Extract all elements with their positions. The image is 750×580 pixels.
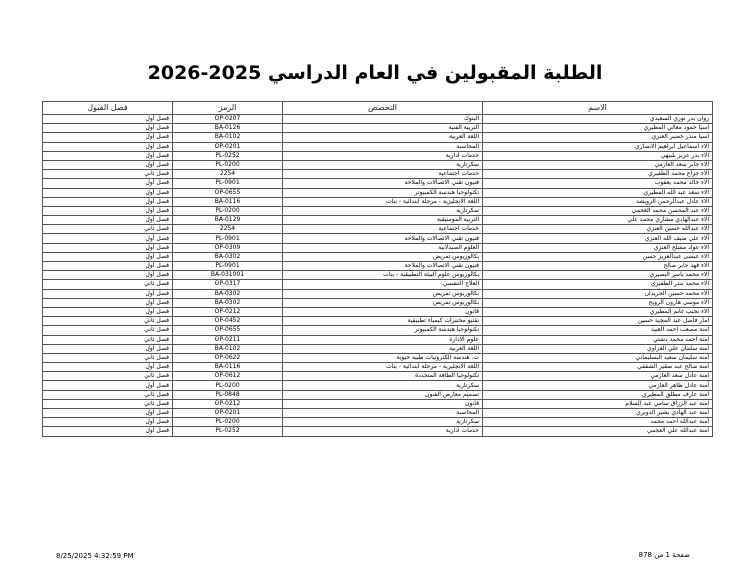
admission-semester: فصل أول [43,252,173,261]
student-specialty: سكرتارية [283,381,483,390]
table-header-row [43,102,713,115]
table-row [43,344,713,353]
student-code: BA-0302 [173,252,283,261]
student-name: آلاء خالد محمد يعقوب [483,179,713,188]
student-specialty: خدمات ادارية [283,151,483,160]
student-code: 2254 [173,170,283,179]
student-name: آلاء جابر سعد العازمي [483,160,713,169]
table-row [43,262,713,271]
student-code: BA-0302 [173,289,283,298]
student-name: آلاء علي ضيف الله العنزي [483,234,713,243]
student-code: PL-0200 [173,206,283,215]
student-specialty: بكالوريوس علوم البيئة التطبيقية - بنات [283,271,483,280]
student-code: PL-0200 [173,160,283,169]
table-row [43,179,713,188]
admission-semester: فصل أول [43,298,173,307]
admission-semester: فصل أول [43,243,173,252]
student-specialty: سكرتارية [283,160,483,169]
student-code: PL-0848 [173,390,283,399]
student-specialty: فنيون تقني الاتصالات والملاحة [283,234,483,243]
admission-semester: فصل أول [43,418,173,427]
table-row [43,326,713,335]
table-row [43,234,713,243]
student-name: آلاء عادل عبدالرحمن الرويشد [483,197,713,206]
student-name: آلاء عبد المحسن محمد العجمي [483,206,713,215]
student-specialty: بكالوريوس تمريض [283,252,483,261]
admission-semester: فصل ثاني [43,353,173,362]
student-name: آلاء نجيب غانم المطيري [483,307,713,316]
student-specialty: فنيون تقني الاتصالات والملاحة [283,179,483,188]
student-code: PL-0901 [173,262,283,271]
student-specialty: تكنولوجيا هندسة الكمبيوتر [283,188,483,197]
table-row [43,206,713,215]
admission-semester: فصل ثاني [43,280,173,289]
student-code: PL-0200 [173,381,283,390]
student-name: آمنة احمد محمد دشتي [483,335,713,344]
admission-semester: فصل أول [43,206,173,215]
student-specialty: بكالوريوس تمريض [283,298,483,307]
student-code: 2254 [173,225,283,234]
student-specialty: اللغة الانجليزية - مرحلة ابتدائية - بنات [283,197,483,206]
header-semester: فصل القبول [43,102,173,115]
table-row [43,418,713,427]
student-name: آمنة مصعب احمد العبيد [483,326,713,335]
admission-semester: فصل ثاني [43,372,173,381]
table-row [43,372,713,381]
student-code: OP-0317 [173,280,283,289]
student-specialty: التربية الموسيقية [283,216,483,225]
student-specialty: المحاسبة [283,409,483,418]
admission-semester: فصل أول [43,115,173,124]
student-name: آمار فاضل عبد المجيد حسين [483,317,713,326]
table-row [43,252,713,261]
student-code: BA-0102 [173,133,283,142]
table-row [43,216,713,225]
student-name: آمنة سليمان سعيد البسليماني [483,353,713,362]
header-name: الاسم [483,102,713,115]
admission-semester: فصل ثاني [43,399,173,408]
table-row [43,170,713,179]
student-code: OP-0212 [173,399,283,408]
table-row [43,124,713,133]
admission-semester: فصل أول [43,234,173,243]
table-row [43,225,713,234]
student-specialty: المحاسبة [283,142,483,151]
student-name: آمنة عبدالله علي العجمي [483,427,713,436]
admission-semester: فصل أول [43,262,173,271]
page-number: صفحة 1 من 878 [638,551,690,559]
student-name: آلاء بدر عزيز بلبيهي [483,151,713,160]
student-specialty: قانون [283,307,483,316]
student-specialty: علوم الادارة [283,335,483,344]
student-specialty: خدمات اجتماعية [283,225,483,234]
admission-semester: فصل أول [43,271,173,280]
student-code: PL-0252 [173,427,283,436]
student-code: OP-0655 [173,326,283,335]
admission-semester: فصل ثاني [43,390,173,399]
admission-semester: فصل أول [43,188,173,197]
student-specialty: العلاج التنفسي [283,280,483,289]
student-code: BA-031001 [173,271,283,280]
admission-semester: فصل ثاني [43,335,173,344]
table-row [43,271,713,280]
admission-semester: فصل ثاني [43,225,173,234]
student-name: آمنة عادل سعد العازمي [483,372,713,381]
table-row [43,197,713,206]
admission-semester: فصل أول [43,160,173,169]
student-specialty: تكنولوجيا هندسة الكمبيوتر [283,326,483,335]
student-code: PL-0901 [173,234,283,243]
students-table [42,101,713,437]
table-row [43,115,713,124]
page-title: الطلبة المقبولين في العام الدراسي 2025-2026 [147,62,603,84]
student-name: آلاء اسماعيل ابراهيم الانصاري [483,142,713,151]
table-row [43,289,713,298]
admission-semester: فصل أول [43,344,173,353]
student-code: OP-0201 [173,142,283,151]
admission-semester: فصل أول [43,151,173,160]
admission-semester: فصل أول [43,381,173,390]
table-row [43,243,713,252]
student-name: آمنة عبد الرزاق سامي عبد السلام [483,399,713,408]
students-table-wrapper [42,101,712,437]
student-name: آلاء موسى هارون الرويح [483,298,713,307]
admission-semester: فصل ثاني [43,170,173,179]
student-code: PL-0252 [173,151,283,160]
student-name: آلاء فهد جابر صالح [483,262,713,271]
student-specialty: اللغة العربية [283,344,483,353]
header-code: الرمز [173,102,283,115]
student-name: آمنة عبد الهادي بشير الدويري [483,409,713,418]
student-code: BA-0116 [173,363,283,372]
student-name: آلاء محمد ياسر البصيري [483,271,713,280]
student-specialty: اللغة الانجليزية - مرحلة ابتدائية - بنات [283,363,483,372]
student-name: آلاء عبدالهادي مشاري محمد علي [483,216,713,225]
student-code: PL-0200 [173,418,283,427]
table-row [43,317,713,326]
student-name: آلاء محمد بندر الظفيري [483,280,713,289]
student-name: آمنة سلمان علي الغزاوي [483,344,713,353]
admission-semester: فصل أول [43,133,173,142]
table-row [43,335,713,344]
student-code: BA-0102 [173,344,283,353]
student-specialty: خدمات اجتماعية [283,170,483,179]
student-specialty: فنيون تقني الاتصالات والملاحة [283,262,483,271]
student-code: OP-0212 [173,307,283,316]
admission-semester: فصل ثاني [43,326,173,335]
student-code: OP-0201 [173,409,283,418]
student-code: OP-0452 [173,317,283,326]
student-specialty: قانون [283,399,483,408]
table-row [43,307,713,316]
table-row [43,390,713,399]
student-name: آلاء سعد عبد الله المطيري [483,188,713,197]
table-row [43,409,713,418]
student-specialty: بكالوريوس تمريض [283,289,483,298]
table-row [43,133,713,142]
student-specialty: العلوم الصيدلانية [283,243,483,252]
student-name: آلاء عيسى عبدالعزيز حسن [483,252,713,261]
table-row [43,160,713,169]
table-row [43,151,713,160]
admission-semester: فصل أول [43,307,173,316]
student-specialty: تصميم معارض الفنون [283,390,483,399]
admission-semester: فصل أول [43,363,173,372]
student-specialty: سكرتارية [283,418,483,427]
student-name: اسيا منذر خضير العنزي [483,133,713,142]
admission-semester: فصل أول [43,216,173,225]
student-code: OP-0207 [173,115,283,124]
student-specialty: تكنولوجيا الطاقة المتجددة [283,372,483,381]
student-code: BA-0116 [173,197,283,206]
table-row [43,298,713,307]
student-name: آلاء جزاع محمد الظفيري [483,170,713,179]
admission-semester: فصل أول [43,124,173,133]
student-specialty: تقنيو مختبرات كيمياء تطبيقية [283,317,483,326]
student-specialty: سكرتارية [283,206,483,215]
admission-semester: فصل أول [43,409,173,418]
student-code: PL-0901 [173,179,283,188]
student-specialty: اللغة العربية [283,133,483,142]
table-row [43,188,713,197]
student-code: BA-0126 [173,124,283,133]
student-code: OP-0622 [173,353,283,362]
student-specialty: البنوك [283,115,483,124]
admission-semester: فصل أول [43,142,173,151]
student-code: OP-0211 [173,335,283,344]
student-name: آمنة عادل ظاهر العازمي [483,381,713,390]
admission-semester: فصل أول [43,289,173,298]
table-row [43,399,713,408]
student-name: آلاء عواد مشلح العنزي [483,243,713,252]
student-specialty: ت. هندسة الكترونيات طبية حيوية [283,353,483,362]
student-name: آلاء محمد حسين الجريدان [483,289,713,298]
header-specialty: التخصص [283,102,483,115]
student-name: آمنة عبدالله احمد محمد [483,418,713,427]
table-row [43,142,713,151]
student-specialty: التربية الفنية [283,124,483,133]
admission-semester: فصل أول [43,179,173,188]
student-code: OP-0655 [173,188,283,197]
table-row [43,353,713,362]
student-name: زوان بدر نوري السعيدي [483,115,713,124]
table-row [43,427,713,436]
table-row [43,280,713,289]
student-name: آمنة عارف مطلق المطيري [483,390,713,399]
student-name: اسيا حمود معالي المطيري [483,124,713,133]
student-code: OP-0309 [173,243,283,252]
student-specialty: خدمات ادارية [283,427,483,436]
table-row [43,363,713,372]
table-body [43,115,713,437]
student-code: OP-0612 [173,372,283,381]
admission-semester: فصل ثاني [43,317,173,326]
student-code: BA-0302 [173,298,283,307]
admission-semester: فصل أول [43,427,173,436]
table-row [43,381,713,390]
student-code: BA-0129 [173,216,283,225]
student-name: آلاء عبدالله حسين العنزي [483,225,713,234]
student-name: آمنة صالح عبد صقير الشقفي [483,363,713,372]
print-datetime: 8/25/2025 4:32:59 PM [56,552,134,560]
admission-semester: فصل أول [43,197,173,206]
